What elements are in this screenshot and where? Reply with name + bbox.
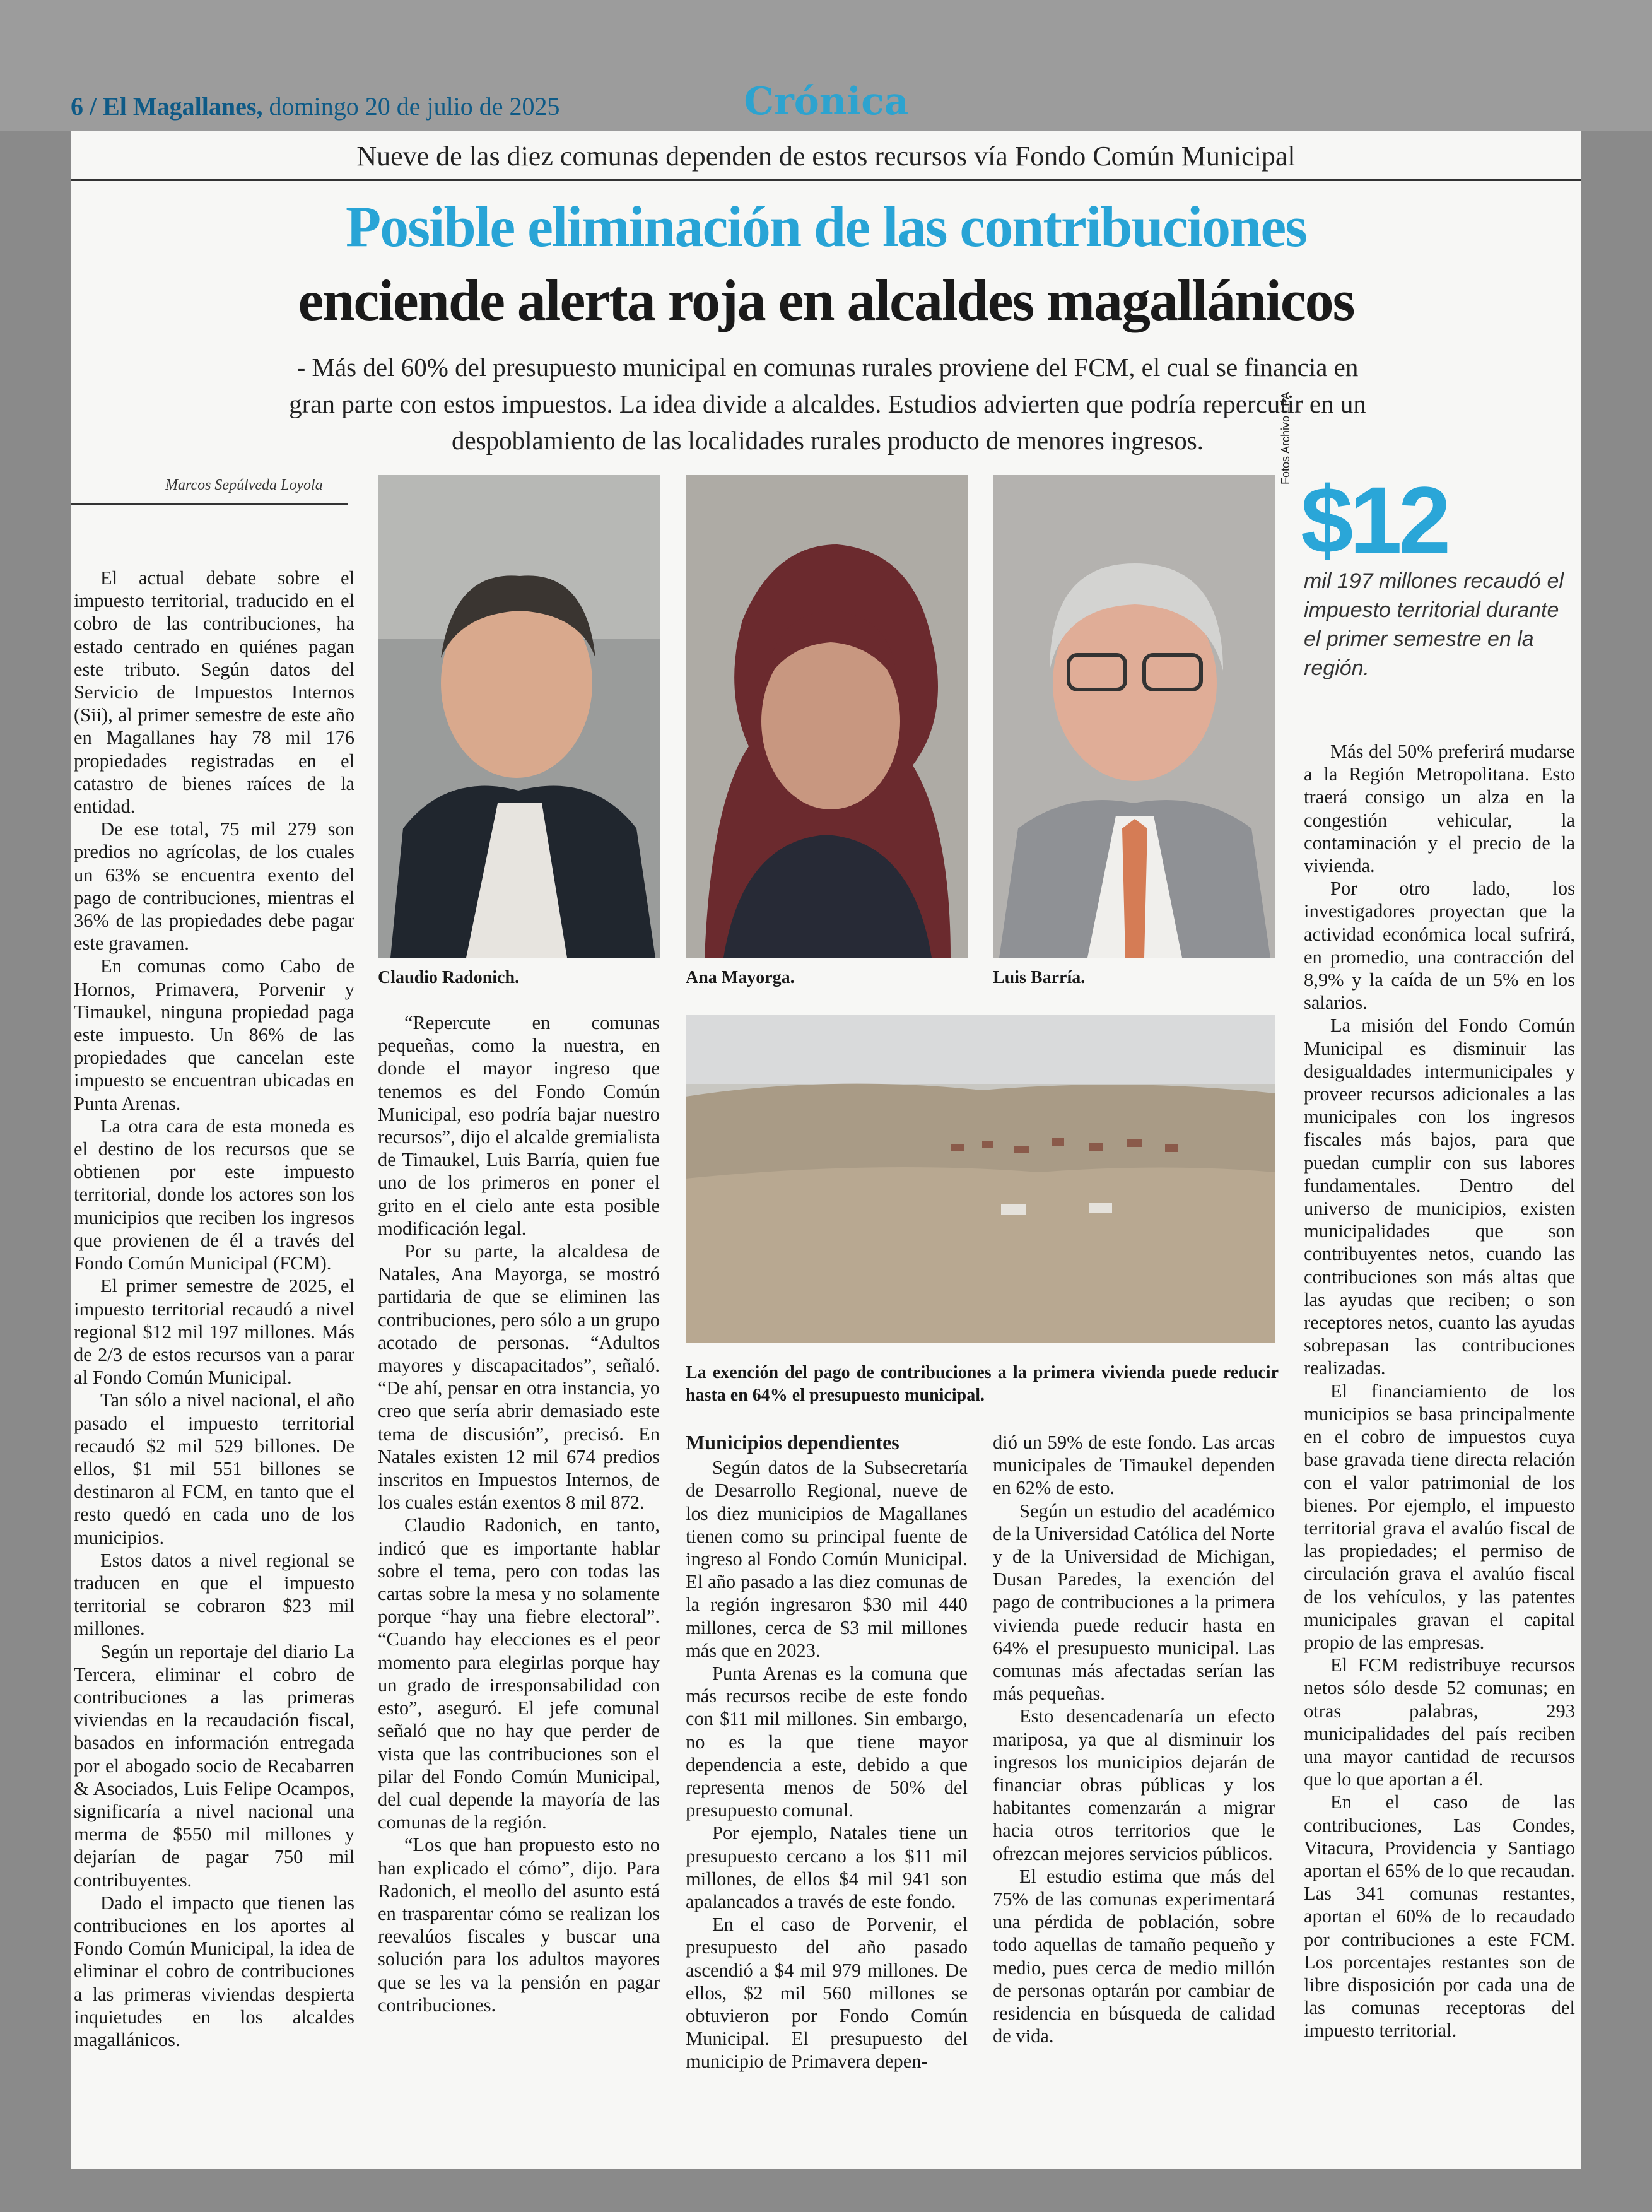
- paragraph: “Repercute en comunas pequeñas, como la nuestra, en donde el mayor ingreso que tenemos es del Fondo Común Municipal, eso podría bajar nuestro recursos”, dijo el alcalde gremialista de Timaukel, Luis Barría, quien fue uno de los primeros en poner el grito en el cielo ante esta posible modificación legal.: [378, 1012, 660, 1239]
- paragraph: En comunas como Cabo de Hornos, Primavera, Porvenir y Timaukel, ninguna propiedad paga este impuesto. Un 86% de las propiedades que cancelan este impuesto se encuentran ubicadas en Punta Arenas.: [74, 955, 354, 1114]
- paragraph: Dado el impacto que tienen las contribuciones en los aportes al Fondo Común Municipal, la idea de eliminar el cobro de contribuciones a las primeras viviendas despierta inquietudes en los alcaldes magallánicos.: [74, 1891, 354, 2050]
- issue-date: domingo 20 de julio de 2025: [269, 92, 560, 121]
- paragraph: La misión del Fondo Común Municipal es disminuir las desigualdades intermunicipales y proveer recursos adicionales a las municipales con los ingresos fiscales más bajos, para que puedan cumplir con sus labores fundamentales. Dentro del universo de municipios, existen municipalidades que son contribuyentes netos, cuando las contribuciones son más altas que las ayudas que reciben; o son receptores netos, cuanto las ayudas sobrepasan las contribuciones realizadas.: [1304, 1015, 1575, 1379]
- page-number: 6 /: [71, 92, 97, 121]
- headline-main: Posible eliminación de las contribuciones: [346, 194, 1306, 259]
- paragraph: Por su parte, la alcaldesa de Natales, Ana Mayorga, se mostró partidaria de que se eliminen las contribuciones, pero sólo a un grupo acotado de personas. “Adultos mayores y discapacitados”, señaló. “De ahí, pensar en otra instancia, yo creo que sería abrir demasiado este tema de discusión”, precisó. En Natales existen 12 mil 674 predios inscritos en Impuestos Internos, de los cuales están exentos 8 mil 872.: [378, 1240, 660, 1514]
- paragraph: Por ejemplo, Natales tiene un presupuesto cercano a los $11 mil millones, de ellos $4 mil 941 son apalancados a través de este fondo.: [686, 1822, 968, 1913]
- paragraph: Más del 50% preferirá mudarse a la Región Metropolitana. Esto traerá consigo un alza en la congestión vehicular, la contaminación y el precio de la vivienda.: [1304, 741, 1575, 877]
- paragraph: El primer semestre de 2025, el impuesto territorial recaudó a nivel regional $12 mil 197 millones. Más de 2/3 de estos recursos van a parar al Fondo Común Municipal.: [74, 1275, 354, 1389]
- paragraph: En el caso de Porvenir, el presupuesto del año pasado ascendió a $4 mil 979 millones. De ellos, $2 mil 560 millones se obtuvieron por Fondo Común Municipal. El presupuesto del municipio de Primavera depen-: [686, 1914, 968, 2073]
- article-deck: - Más del 60% del presupuesto municipal en comunas rurales proviene del FCM, el cual se financia en gran parte con estos impuestos. La idea divide a alcaldes. Estudios advierten que podría repercutir en un despoblamiento de las localidades rurales producto de menores ingresos.: [289, 353, 1366, 455]
- folio: [71, 91, 560, 121]
- subheading: Municipios dependientes: [686, 1431, 899, 1454]
- paragraph: Tan sólo a nivel nacional, el año pasado el impuesto territorial recaudó $2 mil 529 billones. De ellos, $1 mil 551 billones se destinaron al FCM, en tanto que el resto quedó en cada uno de los municipios.: [74, 1389, 354, 1548]
- paragraph: El financiamiento de los municipios se basa principalmente en el cobro de impuestos cuya base gravada tiene directa relación con el valor patrimonial de los bienes. Por ejemplo, el impuesto territorial grava el avalúo fiscal de las propiedades; el permiso de circulación grava el avalúo fiscal de los vehículos, y las patentes municipales gravan el capital propio de las empresas.: [1304, 1380, 1575, 1653]
- photo-ana-mayorga: [686, 475, 968, 958]
- paragraph: Por otro lado, los investigadores proyectan que la actividad económica local sufrirá, en promedio, una contracción del 8,9% y la caída de un 5% en los salarios.: [1304, 878, 1575, 1014]
- article-kicker: Nueve de las diez comunas dependen de estos recursos vía Fondo Común Municipal: [356, 141, 1296, 172]
- paragraph: Según un reportaje del diario La Tercera, eliminar el cobro de contribuciones a las primeras viviendas en la recaudación fiscal, basados en información entregada por el abogado socio de Recabarren & Asociados, Luis Felipe Ocampos, significaría a nivel nacional una merma de $550 mil millones y dejarían de pagar 750 mil contribuyentes.: [74, 1640, 354, 1891]
- paragraph: En el caso de las contribuciones, Las Condes, Vitacura, Providencia y Santiago aportan el 65% de lo que recaudan. Las 341 comunas restantes, aportan el 60% de lo recaudado por contribuciones a este FCM. Los porcentajes restantes son de libre disposición por cada una de las comunas receptoras del impuesto territorial.: [1304, 1791, 1575, 2042]
- photo-rural-landscape: [686, 1015, 1275, 1343]
- byline: Marcos Sepúlveda Loyola: [165, 477, 323, 493]
- paragraph: Punta Arenas es la comuna que más recursos recibe de este fondo con $11 mil millones. Sin embargo, no es la que tiene mayor dependencia a este, debido a que representa menos de 50% del presupuesto comunal.: [686, 1662, 968, 1821]
- photo-luis-barria: [993, 475, 1275, 958]
- paragraph: La otra cara de esta moneda es el destino de los recursos que se obtienen por este impuesto territorial, donde los actores son los municipios que reciben los ingresos que provienen de él a través del Fondo Común Municipal (FCM).: [74, 1115, 354, 1274]
- photo-caption: Luis Barría.: [993, 968, 1086, 987]
- paragraph: Según datos de la Subsecretaría de Desarrollo Regional, nueve de los diez municipios de Magallanes tienen como su principal fuente de ingreso al Fondo Común Municipal. El año pasado a las diez comunas de la región ingresaron $30 mil 440 millones, cerca de $3 mil millones más que en 2023.: [686, 1457, 968, 1661]
- paragraph: El estudio estima que más del 75% de las comunas experimentará una pérdida de población, sobre todo aquellas de tamaño pequeño y medio, pues cerca de medio millón de personas optarán por cambiar de residencia en búsqueda de calidad de vida.: [993, 1865, 1275, 2047]
- page-header-bar: [0, 0, 1652, 131]
- body-column-2: [378, 1011, 660, 2016]
- kicker-rule: [71, 179, 1581, 181]
- body-column-1: [74, 567, 354, 2051]
- stat-text: mil 197 millones recaudó el impuesto territorial durante el primer semestre en la región.: [1304, 569, 1564, 680]
- byline-rule: [71, 503, 348, 505]
- photo-credit: Fotos Archivo LPA: [1279, 392, 1292, 485]
- body-column-3: [686, 1431, 968, 2073]
- paragraph: Estos datos a nivel regional se traducen en que el impuesto territorial se cobraron $23 mil millones.: [74, 1549, 354, 1640]
- paragraph: El actual debate sobre el impuesto territorial, traducido en el cobro de las contribuciones, ha estado centrado en quiénes pagan este tributo. Según datos del Servicio de Impuestos Internos (Sii), al primer semestre de este año en Magallanes hay 78 mil 176 propiedades registradas en el catastro de bienes raíces de la entidad.: [74, 567, 354, 818]
- paper-name: El Magallanes,: [103, 92, 263, 121]
- newspaper-page: [71, 131, 1581, 2169]
- section-name: Crónica: [744, 79, 909, 124]
- paragraph: El FCM redistribuye recursos netos sólo desde 52 comunas; en otras palabras, 293 municipalidades del país reciben una mayor cantidad de recursos que lo que aportan a él.: [1304, 1654, 1575, 1791]
- paragraph: Claudio Radonich, en tanto, indicó que es importante hablar sobre el tema, pero con todas las cartas sobre la mesa y no solamente porque “hay una fiebre electoral”. “Cuando hay elecciones es el peor momento para elegirlas porque hay un grado de irresponsabilidad con esto”, aseguró. El jefe comunal señaló que no hay que perder de vista que las contribuciones son el pilar del Fondo Común Municipal, del cual depende la mayoría de las comunas de la región.: [378, 1514, 660, 1833]
- body-column-4: [993, 1431, 1275, 2047]
- paragraph: De ese total, 75 mil 279 son predios no agrícolas, de los cuales un 63% se encuentra exento del pago de contribuciones, mientras el 36% de las propiedades debe pagar este gravamen.: [74, 818, 354, 955]
- photo-caption: Claudio Radonich.: [378, 968, 520, 987]
- photo-caption: Ana Mayorga.: [686, 968, 795, 987]
- paragraph: Según un estudio del académico de la Universidad Católica del Norte y de la Universidad de Michigan, Dusan Paredes, la exención del pago de contribuciones a la primera vivienda puede reducir hasta en 64% el presupuesto municipal. Las comunas más afectadas serían las más pequeñas.: [993, 1500, 1275, 1705]
- paragraph: Esto desencadenaría un efecto mariposa, ya que al disminuir los ingresos los municipios dejarán de financiar obras públicas y los habitantes comenzarán a migrar hacia otros territorios que le ofrezcan mejores servicios públicos.: [993, 1705, 1275, 1864]
- body-column-5: [1304, 740, 1575, 2042]
- paragraph: dió un 59% de este fondo. Las arcas municipales de Timaukel dependen en 62% de esto.: [993, 1432, 1275, 1499]
- photo-claudio-radonich: [378, 475, 660, 958]
- photo-caption: La exención del pago de contribuciones a la primera vivienda puede reducir hasta en 64% el presupuesto municipal.: [686, 1363, 1279, 1405]
- paragraph: “Los que han propuesto esto no han explicado el cómo”, dijo. Para Radonich, el meollo del asunto está en trasparentar cómo se realizan los reevalúos fiscales y buscar una solución para los adultos mayores que se les va la pensión en pagar contribuciones.: [378, 1834, 660, 2016]
- stat-value: $12: [1301, 467, 1448, 573]
- headline-sub: enciende alerta roja en alcaldes magallánicos: [298, 268, 1354, 332]
